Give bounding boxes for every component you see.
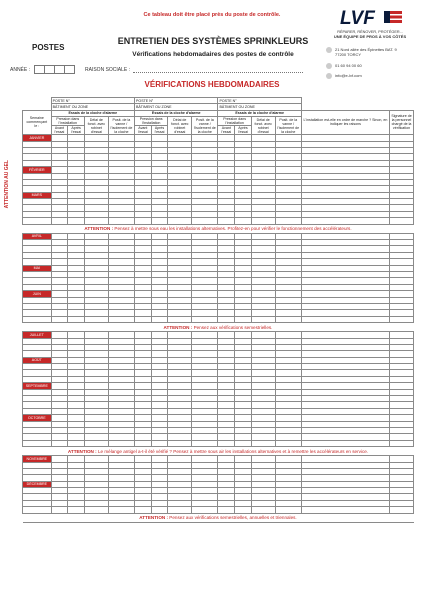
flag-stripes-icon [384,11,402,23]
apres-header-1: Après l'essai [68,126,85,135]
address-line-1: 21 Nord allée des Épinettes BAT. 9 [335,47,397,52]
email-address: info@e-lvf.com [335,73,362,78]
verifications-heading: VÉRIFICATIONS HEBDOMADAIRES [144,80,280,89]
poste-no-1[interactable]: POSTE N° [51,98,134,104]
attention-note [23,513,414,522]
month-label: AVRIL [23,233,52,239]
location-icon [326,47,332,53]
tagline-2: UNE ÉQUIPE DE PROS À VOS CÔTÉS [333,34,407,39]
email-icon [326,73,332,79]
attention-text: Pensez aux vérifications semestrielles, annuelles et triennales. [169,515,297,521]
verification-table [22,97,414,523]
signature-header: Signature de la personnel chargé de la vérification [390,110,414,134]
month-label: AOÛT [23,357,52,363]
svg-text:LVF: LVF [340,8,375,28]
month-label: JUIN [23,291,52,297]
attention-label: ATTENTION : [84,226,114,232]
pression-header-3: Pression dans l'installation [218,117,251,126]
month-label: OCTOBRE [23,415,52,421]
month-label: MAI [23,265,52,271]
batiment-2[interactable]: BÂTIMENT OU ZONE [135,104,218,110]
attention-text: Pensez à mettre sous eau les installations alternatives. Profitez-en pour vérifier le fonctionnement des accélérateurs. [114,226,352,232]
delai-header-3: Délai de fonct. avec robinet d'essai [251,117,275,135]
lvf-logo [338,8,408,26]
delai-header-2: Délai de fonct. avec robinet d'essai [168,117,192,135]
attention-label: ATTENTION : [67,448,97,454]
attention-row [23,513,414,522]
month-label: JANVIER [23,135,52,141]
month-label: DÉCEMBRE [23,481,52,487]
attention-row [23,323,414,332]
posit-header-2: Posit. de la vanne / l'isolement de la cloche [192,117,218,135]
phone-number: 01 60 94 00 60 [335,63,362,68]
essais-header-2: Essais de la cloche d'alarme [135,110,218,116]
attention-text: Pensez aux vérifications semestrielles. [193,324,273,330]
tagline-1: RÉPARER, RÉNOVER, PROTÉGER... [337,30,403,34]
attention-row [23,447,414,456]
delai-header-1: Délai de fonct. avec robinet d'essai [84,117,108,135]
raison-sociale-label: RAISON SOCIALE : [85,66,131,73]
essais-header-3: Essais de la cloche d'alarme [218,110,301,116]
contact-address [326,47,397,57]
month-label: SEPTEMBRE [23,383,52,389]
pression-header-1: Pression dans l'installation [51,117,84,126]
attention-note [23,323,414,332]
avant-header-1: Avant l'essai [51,126,68,135]
attention-note [23,224,414,233]
essais-header-1: Essais de la cloche d'alarme [51,110,134,116]
address-line-2: 77200 TORCY [335,52,362,57]
raison-sociale-field[interactable] [133,66,303,73]
annee-raison-row [10,65,303,74]
attention-note [23,447,414,456]
month-label: MARS [23,192,52,198]
avant-header-2: Avant l'essai [135,126,152,135]
contact-phone [326,63,362,69]
apres-header-2: Après l'essai [151,126,168,135]
attention-row [23,224,414,233]
installation-note-header: L'installation est-elle en ordre de marche ? Sinon, en indiquer les raisons [301,110,389,134]
annee-label: ANNÉE : [10,66,31,73]
posit-header-3: Posit. de la vanne / l'isolement de la cloche [275,117,301,135]
month-label: JUILLET [23,332,52,338]
annee-input-boxes[interactable] [34,65,75,74]
document-subtitle: Vérifications hebdomadaires des postes de contrôle [132,51,294,58]
attention-text: Le mélange antigel a-t-il été vérifié ? Pensez à mettre sous air les installations alternatives et à remettre les accélérateurs en service. [97,448,369,454]
logo-tagline [320,30,420,39]
attention-label: ATTENTION : [139,515,169,521]
batiment-3[interactable]: BÂTIMENT OU ZONE [218,104,301,110]
postes-heading: POSTES [32,43,65,52]
batiment-1[interactable]: BÂTIMENT OU ZONE [51,104,134,110]
month-label: FÉVRIER [23,167,52,173]
month-label: NOVEMBRE [23,456,52,462]
placement-notice: Ce tableau doit être placé près du poste de contrôle. [143,12,281,18]
phone-icon [326,63,332,69]
contact-email [326,73,362,79]
avant-header-3: Avant l'essai [218,126,235,135]
poste-no-2[interactable]: POSTE N° [135,98,218,104]
table-body [23,135,414,522]
frost-warning-side-label: ATTENTION AU GEL [4,160,10,209]
attention-label: ATTENTION : [163,324,193,330]
semaine-header: Semaine commençant le : [23,110,52,134]
apres-header-3: Après l'essai [235,126,252,135]
pression-header-2: Pression dans l'installation [135,117,168,126]
document-title: ENTRETIEN DES SYSTÈMES SPRINKLEURS [117,36,309,46]
posit-header-1: Posit. de la vanne / l'isolement de la cloche [108,117,134,135]
poste-no-3[interactable]: POSTE N° [218,98,301,104]
